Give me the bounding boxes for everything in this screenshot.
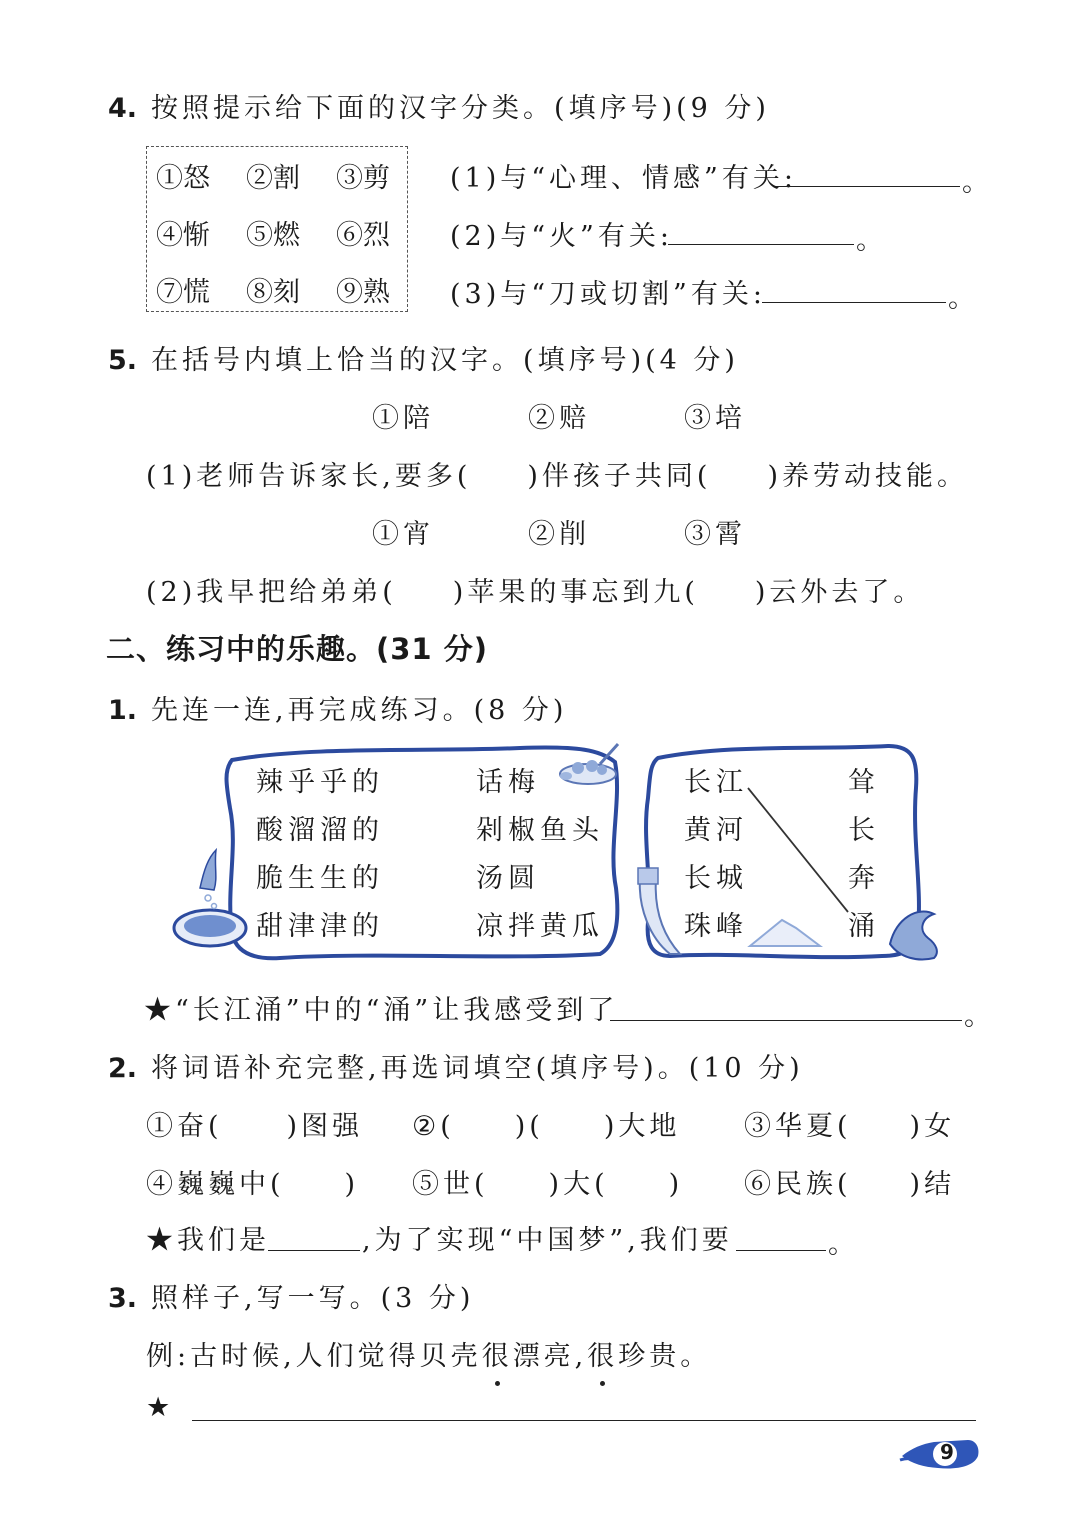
q3-number: 3. bbox=[108, 1283, 138, 1314]
q5-option: ③霄 bbox=[684, 519, 746, 550]
q1-title: 先连一连,再完成练习。(8 分) bbox=[151, 695, 568, 726]
q4-char: ⑨熟 bbox=[336, 277, 390, 308]
match-left-word[interactable]: 酸溜溜的 bbox=[256, 815, 384, 846]
q2-item-part: ⑤世( bbox=[412, 1169, 489, 1200]
q3-example-part: 例:古时候,人们觉得贝壳 bbox=[146, 1341, 482, 1372]
q2-star-a: ★我们是 bbox=[146, 1225, 270, 1256]
q4-char: ③剪 bbox=[336, 163, 390, 194]
q5-number: 5. bbox=[108, 345, 138, 376]
q2-item-1 bbox=[146, 1104, 363, 1143]
q2-item-part: ④巍巍中( bbox=[146, 1169, 285, 1200]
q4-char: ⑦慌 bbox=[156, 277, 210, 308]
match-left-word[interactable]: 脆生生的 bbox=[256, 863, 384, 894]
wave-icon bbox=[890, 912, 937, 960]
great-wall-icon bbox=[638, 868, 680, 954]
q1-period: 。 bbox=[964, 1001, 995, 1032]
q3-star-icon: ★ bbox=[146, 1392, 175, 1423]
q3-answer-line[interactable] bbox=[192, 1420, 976, 1421]
q4-prompt-2: (2)与“火”有关: bbox=[450, 221, 673, 252]
mountain-icon bbox=[750, 920, 820, 946]
q2-item-part: ②( bbox=[412, 1111, 455, 1142]
q4-answer-line-3[interactable] bbox=[762, 302, 946, 303]
q1-number: 1. bbox=[108, 695, 138, 726]
q5-option: ①陪 bbox=[372, 403, 434, 434]
match-verb-word[interactable]: 耸 bbox=[848, 767, 880, 798]
q4-char: ⑧刻 bbox=[246, 277, 300, 308]
match-left-word[interactable]: 辣乎乎的 bbox=[256, 767, 384, 798]
q5-sentence-1-part: )养劳动技能。 bbox=[767, 461, 968, 492]
fish-plate-icon bbox=[174, 850, 246, 946]
page-number: 9 bbox=[940, 1440, 954, 1464]
q3-example bbox=[146, 1334, 711, 1373]
q4-char: ⑤燃 bbox=[246, 220, 300, 251]
match-right-word[interactable]: 话梅 bbox=[476, 767, 540, 798]
q2-item-part: ③华夏( bbox=[744, 1111, 852, 1142]
q4-period: 。 bbox=[948, 283, 979, 314]
q1-answer-line[interactable] bbox=[610, 1020, 962, 1021]
q2-item-part: ①奋( bbox=[146, 1111, 223, 1142]
q4-char: ②割 bbox=[246, 163, 300, 194]
q5-sentence-1-part: (1)老师告诉家长,要多( bbox=[146, 461, 472, 492]
q5-option: ②赔 bbox=[528, 403, 590, 434]
q2-star-b: ,为了实现“中国梦”,我们要 bbox=[362, 1225, 733, 1256]
q2-number: 2. bbox=[108, 1053, 138, 1084]
q5-sentence-1-part: )伴孩子共同( bbox=[527, 461, 712, 492]
q2-item-5 bbox=[412, 1162, 683, 1201]
q5-option: ③培 bbox=[684, 403, 746, 434]
q2-item-2 bbox=[412, 1104, 680, 1143]
match-left-word[interactable]: 甜津津的 bbox=[256, 911, 384, 942]
q4-heading bbox=[108, 86, 770, 125]
match-right-word[interactable]: 凉拌黄瓜 bbox=[476, 911, 604, 942]
q5-option: ②削 bbox=[528, 519, 590, 550]
match-line bbox=[748, 788, 848, 912]
q3-title: 照样子,写一写。(3 分) bbox=[151, 1283, 475, 1314]
q2-item-part: ) bbox=[344, 1169, 360, 1200]
q5-sentence-2-part: )苹果的事忘到九( bbox=[452, 577, 699, 608]
q4-answer-line-2[interactable] bbox=[668, 244, 854, 245]
q5-sentence-2-part: )云外去了。 bbox=[754, 577, 925, 608]
q2-item-part: )女 bbox=[909, 1111, 956, 1142]
q4-period: 。 bbox=[962, 167, 993, 198]
q2-answer-line-1[interactable] bbox=[268, 1250, 360, 1251]
q5-title: 在括号内填上恰当的汉字。(填序号)(4 分) bbox=[151, 345, 739, 376]
q4-char: ①怒 bbox=[156, 163, 210, 194]
q2-period: 。 bbox=[828, 1229, 859, 1260]
q4-prompt-3: (3)与“刀或切割”有关: bbox=[450, 279, 766, 310]
q5-sentence-2 bbox=[146, 570, 924, 609]
match-place-word[interactable]: 长城 bbox=[684, 863, 748, 894]
match-place-word[interactable]: 珠峰 bbox=[684, 911, 748, 942]
match-place-word[interactable]: 黄河 bbox=[684, 815, 748, 846]
q2-heading bbox=[108, 1046, 804, 1085]
q5-sentence-2-part: (2)我早把给弟弟( bbox=[146, 577, 397, 608]
q2-answer-line-2[interactable] bbox=[736, 1250, 826, 1251]
match-verb-word[interactable]: 长 bbox=[848, 815, 880, 846]
q4-title: 按照提示给下面的汉字分类。(填序号)(9 分) bbox=[151, 93, 770, 124]
q2-item-part: )( bbox=[514, 1111, 544, 1142]
q1-star-line: ★“长江涌”中的“涌”让我感受到了 bbox=[144, 995, 619, 1026]
q2-item-part: ) bbox=[668, 1169, 684, 1200]
q2-item-part: )图强 bbox=[286, 1111, 364, 1142]
match-right-word[interactable]: 汤圆 bbox=[476, 863, 540, 894]
q1-heading bbox=[108, 688, 567, 727]
q3-example-part: 漂亮, bbox=[512, 1341, 588, 1372]
match-place-word[interactable]: 长江 bbox=[684, 767, 748, 798]
q2-item-6 bbox=[744, 1162, 955, 1201]
q2-item-3 bbox=[744, 1104, 955, 1143]
q4-char: ⑥烈 bbox=[336, 220, 390, 251]
section-2-title: 二、练习中的乐趣。(31 分) bbox=[106, 632, 488, 666]
q2-item-4 bbox=[146, 1162, 359, 1201]
q5-option: ①宵 bbox=[372, 519, 434, 550]
q4-prompt-1: (1)与“心理、情感”有关: bbox=[450, 163, 797, 194]
q5-sentence-1 bbox=[146, 454, 968, 493]
match-verb-word[interactable]: 奔 bbox=[848, 863, 880, 894]
q3-example-part: 珍贵。 bbox=[618, 1341, 712, 1372]
match-right-word[interactable]: 剁椒鱼头 bbox=[476, 815, 604, 846]
q2-item-part: )结 bbox=[909, 1169, 956, 1200]
q4-answer-line-1[interactable] bbox=[776, 186, 960, 187]
q4-char: ④惭 bbox=[156, 220, 210, 251]
q3-emphasis-char: 很 bbox=[481, 1341, 513, 1372]
q4-period: 。 bbox=[856, 225, 887, 256]
q3-heading bbox=[108, 1276, 474, 1315]
q4-number: 4. bbox=[108, 93, 138, 124]
match-verb-word[interactable]: 涌 bbox=[848, 911, 880, 942]
q2-title: 将词语补充完整,再选词填空(填序号)。(10 分) bbox=[151, 1053, 804, 1084]
q2-item-part: )大地 bbox=[603, 1111, 681, 1142]
q3-emphasis-char: 很 bbox=[587, 1341, 619, 1372]
q5-heading bbox=[108, 338, 739, 377]
q2-item-part: )大( bbox=[548, 1169, 609, 1200]
q2-item-part: ⑥民族( bbox=[744, 1169, 852, 1200]
